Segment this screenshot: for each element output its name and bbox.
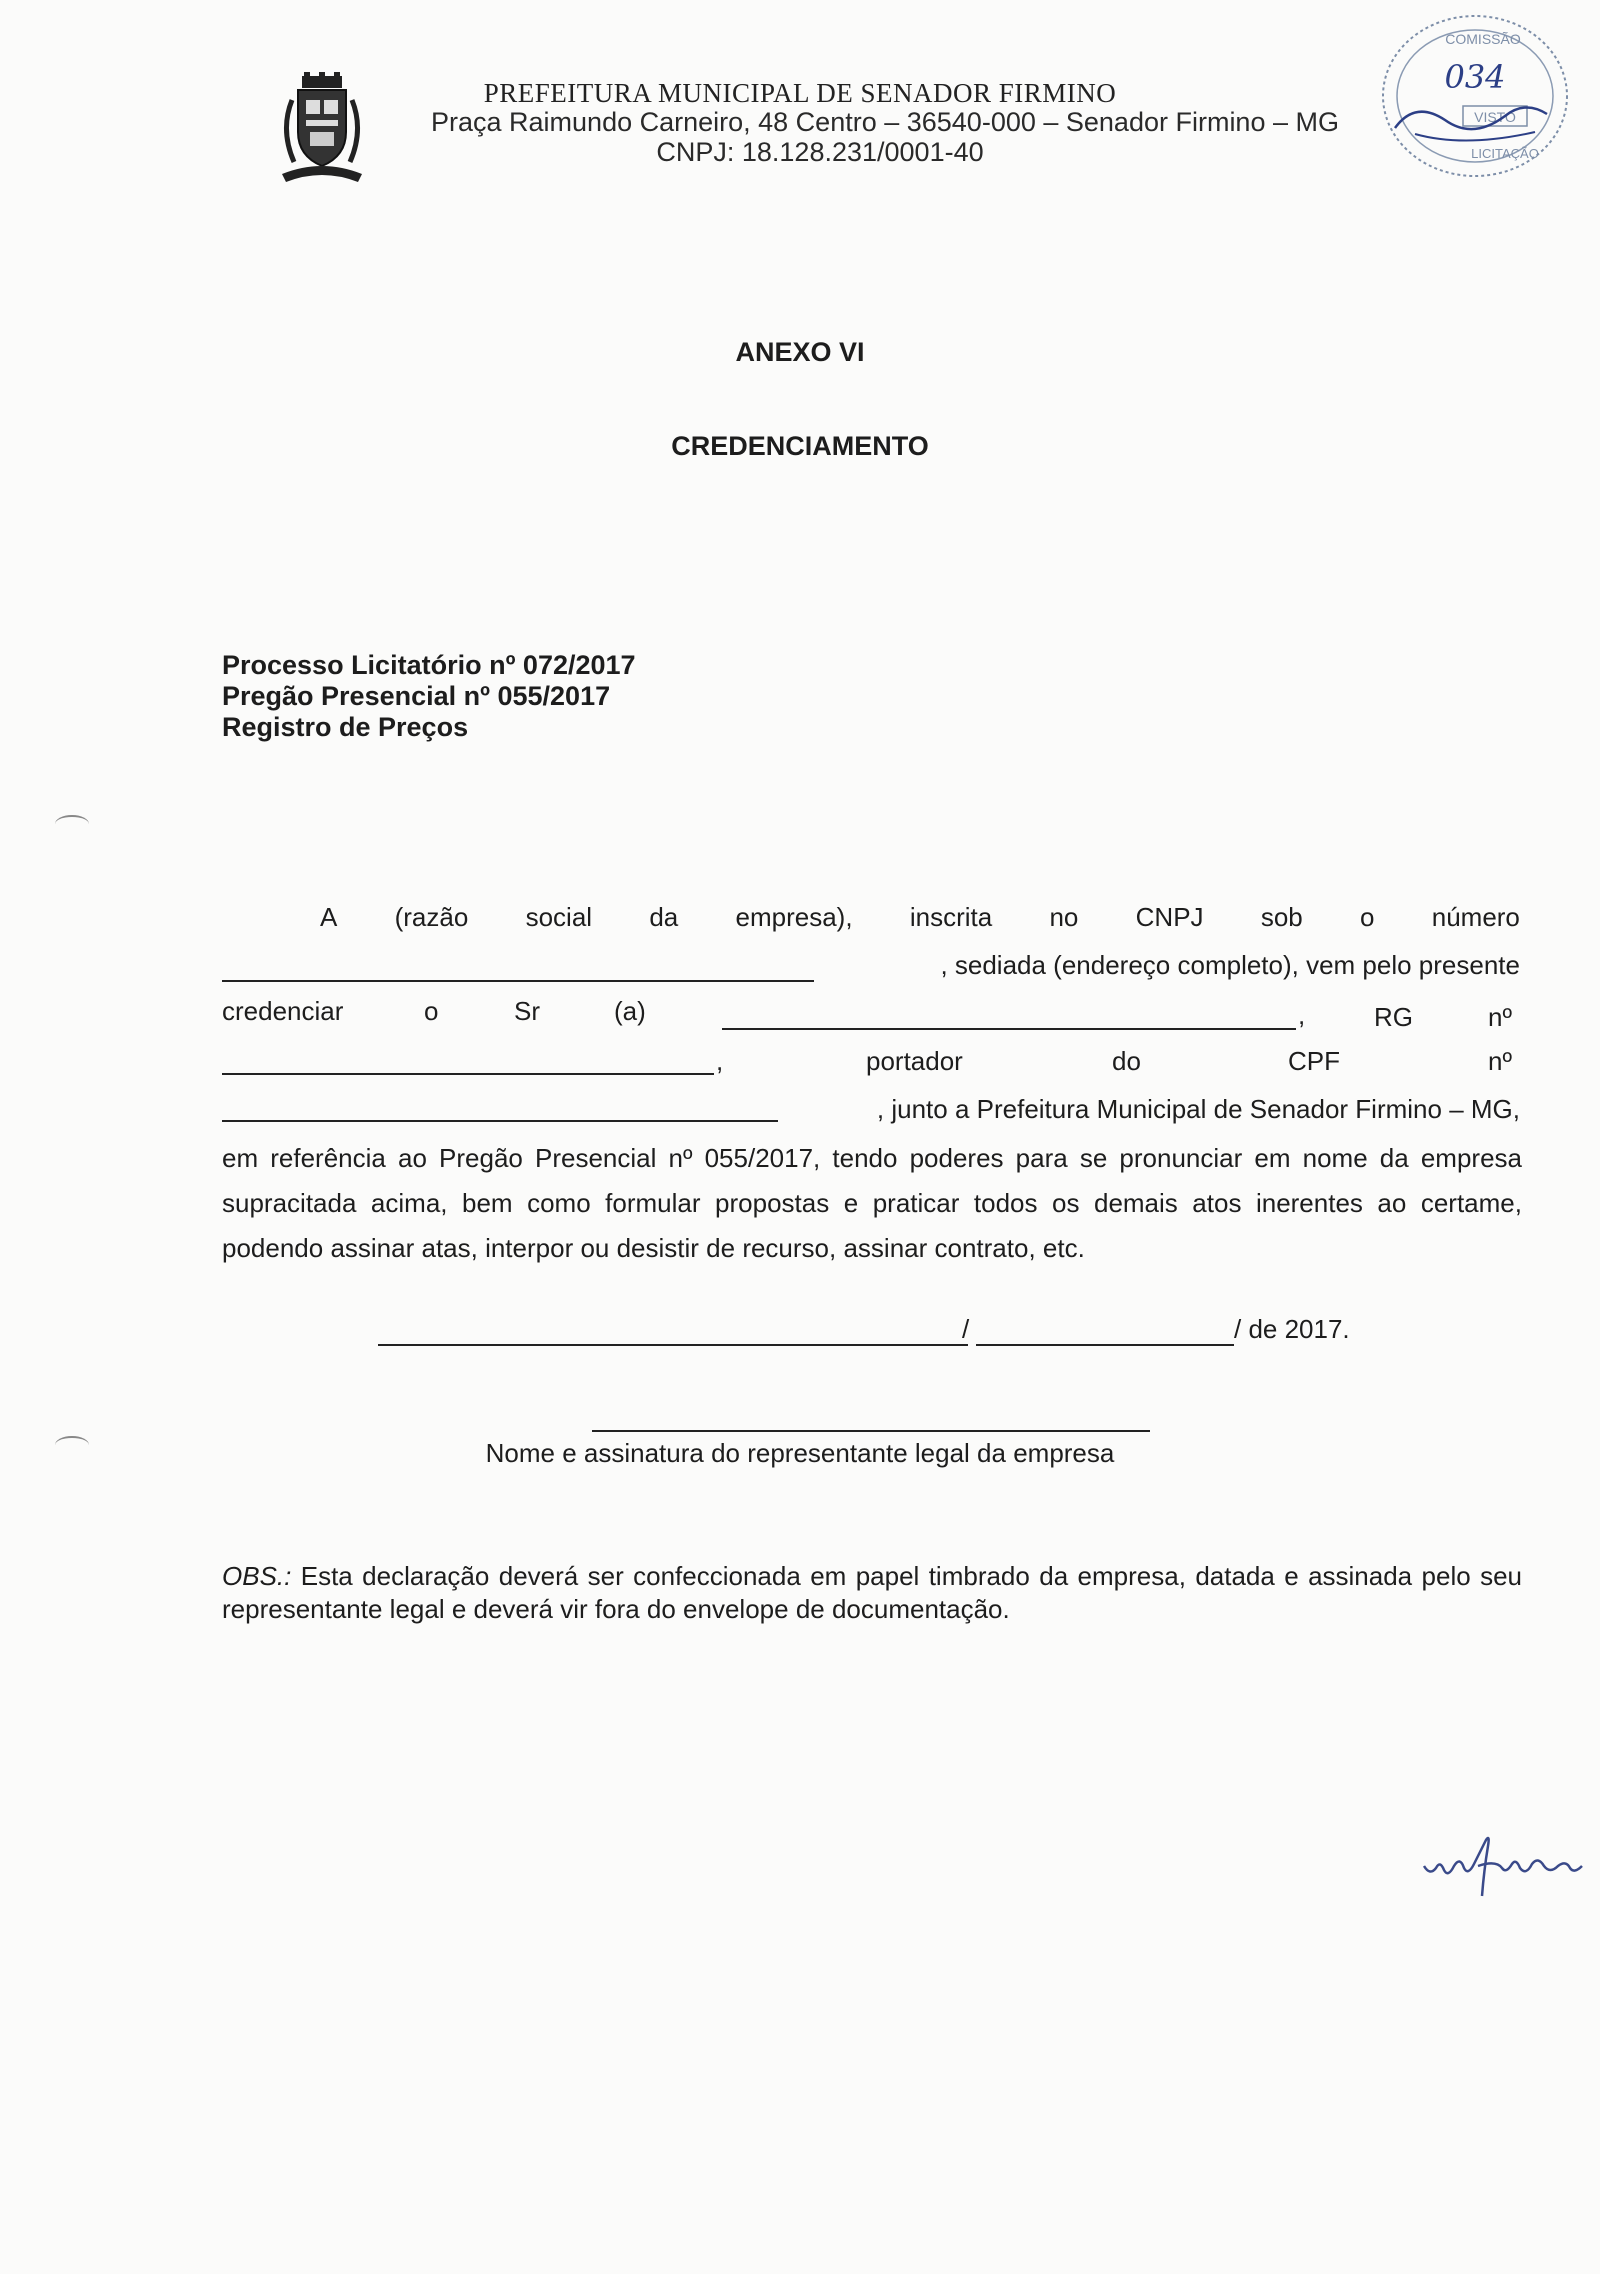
date-year: / de 2017. — [1234, 1314, 1350, 1344]
form-word: do — [1112, 1046, 1141, 1076]
form-word: nº — [1488, 1046, 1512, 1076]
form-word: da — [649, 902, 679, 932]
signature-line[interactable] — [592, 1430, 1150, 1432]
form-word: no — [1049, 902, 1079, 932]
form-word: RG — [1374, 1002, 1413, 1032]
document-title: CREDENCIAMENTO — [671, 431, 929, 461]
handwritten-initials — [1420, 1830, 1600, 1910]
form-word: (a) — [614, 996, 646, 1026]
form-word: , — [716, 1046, 724, 1076]
form-word: CNPJ — [1135, 902, 1204, 932]
form-word: o — [1360, 902, 1375, 932]
form-word: o — [424, 996, 439, 1026]
form-word: A — [320, 902, 338, 932]
form-line-1 — [222, 902, 1520, 933]
registro-precos: Registro de Preços — [222, 712, 469, 742]
date-month-blank[interactable] — [976, 1344, 1234, 1346]
process-number: Processo Licitatório nº 072/2017 — [222, 650, 636, 680]
form-line-5: , junto a Prefeitura Municipal de Senador Firmino – MG, — [876, 1094, 1520, 1124]
header-cnpj: CNPJ: 18.128.231/0001-40 — [656, 137, 984, 167]
date-place-blank[interactable] — [378, 1344, 968, 1346]
cnpj-blank[interactable] — [222, 980, 814, 982]
form-word: , — [1298, 1000, 1306, 1030]
signature-label: Nome e assinatura do representante legal da empresa — [485, 1438, 1115, 1468]
form-word: social — [525, 902, 593, 932]
header-organization: PREFEITURA MUNICIPAL DE SENADOR FIRMINO — [483, 78, 1117, 108]
header-address: Praça Raimundo Carneiro, 48 Centro – 36540-000 – Senador Firmino – MG — [431, 107, 1339, 137]
form-word: CPF — [1288, 1046, 1340, 1076]
obs-note — [222, 1560, 1522, 1626]
cpf-blank[interactable] — [222, 1120, 778, 1122]
form-word: Sr — [514, 996, 540, 1026]
form-word: nº — [1488, 1002, 1512, 1032]
form-word: credenciar — [222, 996, 344, 1026]
form-word: portador — [866, 1046, 963, 1076]
commission-stamp — [1375, 8, 1575, 183]
form-word: sob — [1260, 902, 1303, 932]
date-separator: / — [962, 1314, 970, 1344]
representative-name-blank[interactable] — [722, 1028, 1296, 1030]
form-word: empresa), — [735, 902, 853, 932]
pregao-number: Pregão Presencial nº 055/2017 — [222, 681, 611, 711]
declaration-paragraph: em referência ao Pregão Presencial nº 055/2017, tendo poderes para se pronunciar em nome da empresa supracitada acima, bem como formular propostas e praticar todos os demais atos inerentes ao certame, podendo assinar atas, interpor ou desistir de recurso, assinar contrato, etc. — [222, 1143, 1522, 1263]
obs-label: OBS.: — [222, 1561, 292, 1591]
obs-text: Esta declaração deverá ser confeccionada em papel timbrado da empresa, datada e assinada pelo seu representante legal e deverá vir fora do envelope de documentação. — [222, 1561, 1522, 1624]
form-word: número — [1431, 902, 1520, 932]
rg-blank[interactable] — [222, 1073, 714, 1075]
margin-mark — [55, 815, 89, 833]
stamp-visto: VISTO — [1474, 109, 1516, 125]
stamp-bottom-text: LICITAÇÃO — [1471, 146, 1539, 161]
annex-title: ANEXO VI — [735, 337, 865, 367]
form-word: (razão — [394, 902, 469, 932]
form-word: inscrita — [909, 902, 993, 932]
form-line-2: , sediada (endereço completo), vem pelo presente — [940, 950, 1520, 980]
stamp-top-text: COMISSÃO — [1445, 31, 1521, 47]
stamp-number: 034 — [1444, 58, 1506, 96]
